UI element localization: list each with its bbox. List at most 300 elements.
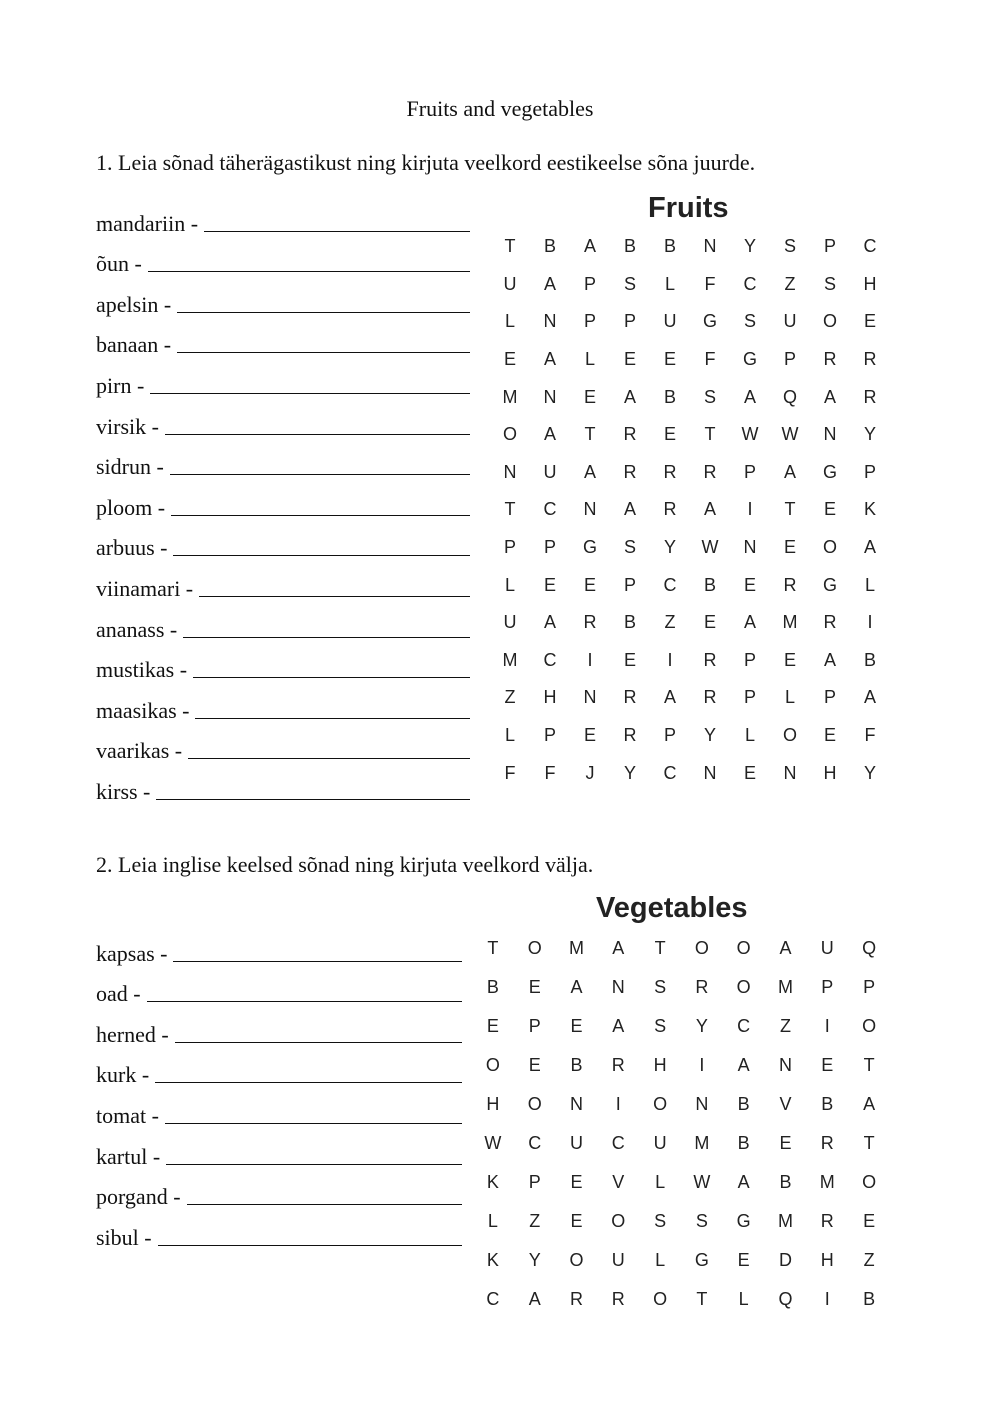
grid-letter: C [737,1016,751,1036]
word-label: oad - [96,981,141,1007]
grid-letter: A [737,1172,750,1192]
grid-letter: U [783,311,797,332]
grid-letter: T [784,499,796,520]
answer-line[interactable] [173,939,462,962]
grid-letter: W [693,1172,711,1192]
grid-row [490,341,890,379]
word-row [96,1048,462,1089]
grid-letter: H [820,1250,834,1270]
grid-letter: P [821,977,834,997]
word-row [96,1007,462,1048]
grid-letter: U [653,1133,667,1153]
grid-letter: N [503,461,517,482]
grid-letter: B [703,574,716,595]
grid-letter: S [654,1016,667,1036]
grid-letter: K [486,1250,499,1270]
grid-row [490,454,890,492]
grid-letter: Z [504,687,516,708]
word-label: virsik - [96,413,159,439]
grid-letter: W [781,424,799,445]
grid-letter: P [743,687,756,708]
grid-letter: P [503,537,516,558]
grid-letter: F [704,349,716,370]
grid-row [490,717,890,755]
grid-letter: T [863,1133,875,1153]
grid-letter: U [820,938,834,958]
grid-row [472,968,890,1007]
grid-letter: E [703,612,716,633]
grid-letter: A [863,1094,876,1114]
grid-letter: O [569,1250,584,1270]
answer-line[interactable] [195,696,470,719]
grid-letter: P [863,977,876,997]
grid-letter: P [623,311,636,332]
grid-letter: I [615,1094,621,1114]
grid-letter: R [820,1133,834,1153]
answer-line[interactable] [155,1060,462,1083]
grid-letter: M [777,1211,793,1231]
grid-letter: P [583,273,596,294]
grid-letter: E [743,574,756,595]
grid-letter: A [743,386,756,407]
word-label: herned - [96,1021,169,1047]
grid-letter: N [543,386,557,407]
grid-letter: N [703,236,717,257]
grid-letter: O [822,311,837,332]
word-label: sibul - [96,1224,152,1250]
word-label: sidrun - [96,454,164,480]
grid-letter: A [863,537,876,558]
grid-letter: B [663,386,676,407]
answer-line[interactable] [171,493,470,516]
grid-letter: A [528,1289,541,1309]
grid-letter: N [783,762,797,783]
grid-letter: K [486,1172,499,1192]
grid-letter: A [543,349,556,370]
grid-row [490,566,890,604]
grid-letter: R [820,1211,834,1231]
grid-letter: Z [863,1250,875,1270]
grid-letter: O [782,725,797,746]
grid-letter: C [486,1289,500,1309]
grid-letter: E [737,1250,750,1270]
word-row [96,724,470,765]
grid-letter: S [623,273,636,294]
grid-letter: L [504,311,515,332]
grid-letter: M [782,612,798,633]
fruits-word-list [96,196,470,805]
word-row [96,237,470,278]
grid-letter: P [743,461,756,482]
grid-letter: R [663,499,677,520]
grid-letter: L [504,574,515,595]
grid-letter: C [543,499,557,520]
grid-letter: Y [623,762,636,783]
grid-letter: U [663,311,677,332]
grid-letter: N [583,687,597,708]
grid-letter: O [736,938,751,958]
answer-line[interactable] [187,1182,462,1205]
grid-letter: A [623,499,636,520]
answer-line[interactable] [177,290,470,313]
grid-letter: C [663,762,677,783]
word-label: apelsin - [96,291,172,317]
grid-letter: B [663,236,676,257]
answer-line[interactable] [193,655,470,678]
grid-letter: A [703,499,716,520]
word-row [96,683,470,724]
word-row [96,521,470,562]
grid-letter: E [528,1055,541,1075]
grid-letter: Y [863,424,876,445]
grid-letter: E [783,649,796,670]
word-row [96,318,470,359]
grid-letter: A [543,612,556,633]
grid-letter: O [485,1055,500,1075]
grid-letter: S [823,273,836,294]
grid-letter: L [664,273,675,294]
grid-letter: B [821,1094,834,1114]
grid-letter: A [612,938,625,958]
word-label: viinamari - [96,575,194,601]
grid-letter: E [503,349,516,370]
grid-letter: Z [779,1016,791,1036]
grid-letter: U [569,1133,583,1153]
answer-line[interactable] [148,249,470,272]
grid-letter: O [611,1211,626,1231]
grid-letter: P [743,649,756,670]
grid-letter: E [623,349,636,370]
grid-letter: E [821,1055,834,1075]
word-label: ananass - [96,616,178,642]
grid-letter: I [824,1016,830,1036]
grid-letter: N [703,762,717,783]
grid-letter: O [527,938,542,958]
grid-letter: M [568,938,584,958]
grid-letter: O [694,938,709,958]
grid-letter: O [653,1094,668,1114]
answer-line[interactable] [150,371,470,394]
grid-letter: L [744,725,755,746]
grid-letter: N [569,1094,583,1114]
grid-letter: I [824,1289,830,1309]
word-label: kurk - [96,1062,150,1088]
grid-row [490,303,890,341]
answer-line[interactable] [173,533,470,556]
grid-letter: E [543,574,556,595]
grid-letter: R [623,424,637,445]
grid-letter: Y [663,537,676,558]
grid-letter: P [583,311,596,332]
grid-letter: E [583,386,596,407]
grid-letter: Q [782,386,797,407]
grid-letter: H [543,687,557,708]
answer-line[interactable] [177,330,470,353]
grid-letter: N [778,1055,792,1075]
grid-letter: S [623,537,636,558]
word-label: mandariin - [96,210,199,236]
grid-letter: G [694,1250,709,1270]
answer-line[interactable] [199,574,470,597]
grid-letter: Z [529,1211,541,1231]
word-row [96,926,462,967]
grid-row [472,1085,890,1124]
grid-letter: N [543,311,557,332]
grid-letter: R [823,612,837,633]
grid-letter: B [570,1055,583,1075]
grid-letter: T [504,236,516,257]
grid-row [472,1163,890,1202]
grid-letter: V [779,1094,792,1114]
answer-line[interactable] [165,1101,462,1124]
word-row [96,196,470,237]
grid-letter: F [704,273,716,294]
answer-line[interactable] [147,979,462,1002]
grid-letter: W [484,1133,502,1153]
grid-letter: Y [743,236,756,257]
grid-letter: H [486,1094,500,1114]
grid-letter: E [823,725,836,746]
grid-letter: N [743,537,757,558]
fruits-heading: Fruits [648,192,729,224]
grid-letter: B [737,1133,750,1153]
word-row [96,399,470,440]
vegetables-word-search-grid [472,929,890,1319]
grid-letter: P [663,725,676,746]
grid-letter: E [779,1133,792,1153]
grid-letter: L [655,1250,666,1270]
grid-letter: E [663,349,676,370]
grid-letter: N [583,499,597,520]
grid-row [490,228,890,266]
grid-letter: P [543,537,556,558]
grid-letter: R [569,1289,583,1309]
grid-letter: A [583,236,596,257]
grid-row [490,416,890,454]
grid-letter: I [747,499,753,520]
grid-letter: R [623,687,637,708]
grid-letter: E [486,1016,499,1036]
grid-letter: E [823,499,836,520]
grid-letter: J [585,762,595,783]
grid-letter: E [863,1211,876,1231]
grid-letter: P [863,461,876,482]
grid-letter: A [779,938,792,958]
grid-letter: A [623,386,636,407]
grid-letter: C [863,236,877,257]
grid-letter: E [663,424,676,445]
grid-letter: L [864,574,875,595]
grid-letter: B [543,236,556,257]
grid-letter: C [611,1133,625,1153]
answer-line[interactable] [165,412,470,435]
grid-letter: S [654,977,667,997]
grid-row [490,266,890,304]
answer-line[interactable] [204,209,470,232]
word-label: õun - [96,251,142,277]
grid-letter: O [527,1094,542,1114]
answer-line[interactable] [156,777,470,800]
word-row [96,1129,462,1170]
answer-line[interactable] [175,1020,462,1043]
grid-letter: P [823,236,836,257]
grid-letter: F [504,762,516,783]
grid-letter: Y [528,1250,541,1270]
grid-letter: I [867,612,873,633]
grid-letter: A [743,612,756,633]
grid-letter: R [783,574,797,595]
word-label: kapsas - [96,940,168,966]
grid-letter: E [583,725,596,746]
vegetables-heading: Vegetables [596,892,748,924]
word-row [96,764,470,805]
grid-letter: O [502,424,517,445]
grid-letter: Q [778,1289,793,1309]
word-row [96,561,470,602]
grid-letter: B [779,1172,792,1192]
grid-letter: N [695,1094,709,1114]
grid-letter: B [863,649,876,670]
grid-row [490,604,890,642]
grid-letter: G [742,349,757,370]
grid-letter: L [584,349,595,370]
grid-letter: B [623,236,636,257]
grid-letter: M [694,1133,710,1153]
grid-letter: E [570,1211,583,1231]
grid-letter: R [623,725,637,746]
grid-letter: M [777,977,793,997]
grid-letter: A [543,273,556,294]
grid-letter: S [654,1211,667,1231]
word-label: pirn - [96,372,145,398]
word-row [96,643,470,684]
grid-letter: R [663,461,677,482]
grid-letter: P [783,349,796,370]
grid-letter: U [611,1250,625,1270]
grid-letter: I [667,649,673,670]
grid-letter: A [823,386,836,407]
grid-letter: R [611,1055,625,1075]
section1-instruction: 1. Leia sõnad täherägastikust ning kirjuta veelkord eestikeelse sõna juurde. [96,150,756,175]
word-row [96,1210,462,1251]
grid-letter: C [543,649,557,670]
vegetables-word-list [96,926,462,1251]
grid-letter: E [743,762,756,783]
grid-letter: D [778,1250,792,1270]
grid-letter: A [737,1055,750,1075]
grid-letter: E [863,311,876,332]
grid-row [490,679,890,717]
grid-letter: A [663,687,676,708]
grid-letter: C [663,574,677,595]
grid-letter: F [864,725,876,746]
grid-letter: Y [703,725,716,746]
grid-letter: N [823,424,837,445]
grid-letter: R [863,386,877,407]
answer-line[interactable] [183,615,470,638]
grid-letter: H [653,1055,667,1075]
grid-letter: Q [862,938,877,958]
grid-letter: B [863,1289,876,1309]
word-label: kirss - [96,778,151,804]
word-label: banaan - [96,332,172,358]
grid-letter: A [583,461,596,482]
grid-letter: U [503,273,517,294]
word-label: mustikas - [96,657,188,683]
grid-letter: T [504,499,516,520]
word-label: maasikas - [96,697,190,723]
grid-letter: R [863,349,877,370]
grid-letter: Y [695,1016,708,1036]
grid-row [472,1241,890,1280]
grid-letter: E [570,1016,583,1036]
grid-letter: Z [784,273,796,294]
grid-letter: R [583,612,597,633]
grid-letter: U [503,612,517,633]
grid-letter: P [528,1016,541,1036]
grid-letter: E [570,1172,583,1192]
grid-letter: O [736,977,751,997]
answer-line[interactable] [158,1223,462,1246]
grid-row [490,529,890,567]
grid-letter: T [584,424,596,445]
grid-letter: G [736,1211,751,1231]
grid-letter: E [623,649,636,670]
grid-letter: H [863,273,877,294]
grid-letter: Y [863,762,876,783]
grid-letter: O [822,537,837,558]
grid-letter: R [623,461,637,482]
grid-row [472,1280,890,1319]
word-label: porgand - [96,1184,181,1210]
grid-letter: L [655,1172,666,1192]
grid-letter: B [486,977,499,997]
grid-letter: R [695,977,709,997]
grid-letter: S [695,1211,708,1231]
grid-letter: R [823,349,837,370]
grid-letter: Z [664,612,676,633]
grid-letter: P [543,725,556,746]
grid-letter: R [703,461,717,482]
grid-letter: B [623,612,636,633]
grid-letter: V [612,1172,625,1192]
grid-letter: E [783,537,796,558]
answer-line[interactable] [170,452,470,475]
word-row [96,480,470,521]
grid-letter: A [863,687,876,708]
grid-letter: T [704,424,716,445]
grid-letter: G [702,311,717,332]
word-label: kartul - [96,1143,161,1169]
grid-letter: W [741,424,759,445]
grid-letter: G [822,461,837,482]
grid-letter: B [737,1094,750,1114]
grid-letter: L [504,725,515,746]
grid-letter: P [623,574,636,595]
answer-line[interactable] [188,736,470,759]
answer-line[interactable] [166,1142,462,1165]
grid-letter: O [653,1289,668,1309]
grid-letter: A [543,424,556,445]
grid-letter: U [543,461,557,482]
grid-letter: E [583,574,596,595]
grid-letter: T [863,1055,875,1075]
grid-row [472,929,890,968]
grid-row [472,1202,890,1241]
grid-letter: M [819,1172,835,1192]
grid-letter: E [528,977,541,997]
word-label: arbuus - [96,535,168,561]
